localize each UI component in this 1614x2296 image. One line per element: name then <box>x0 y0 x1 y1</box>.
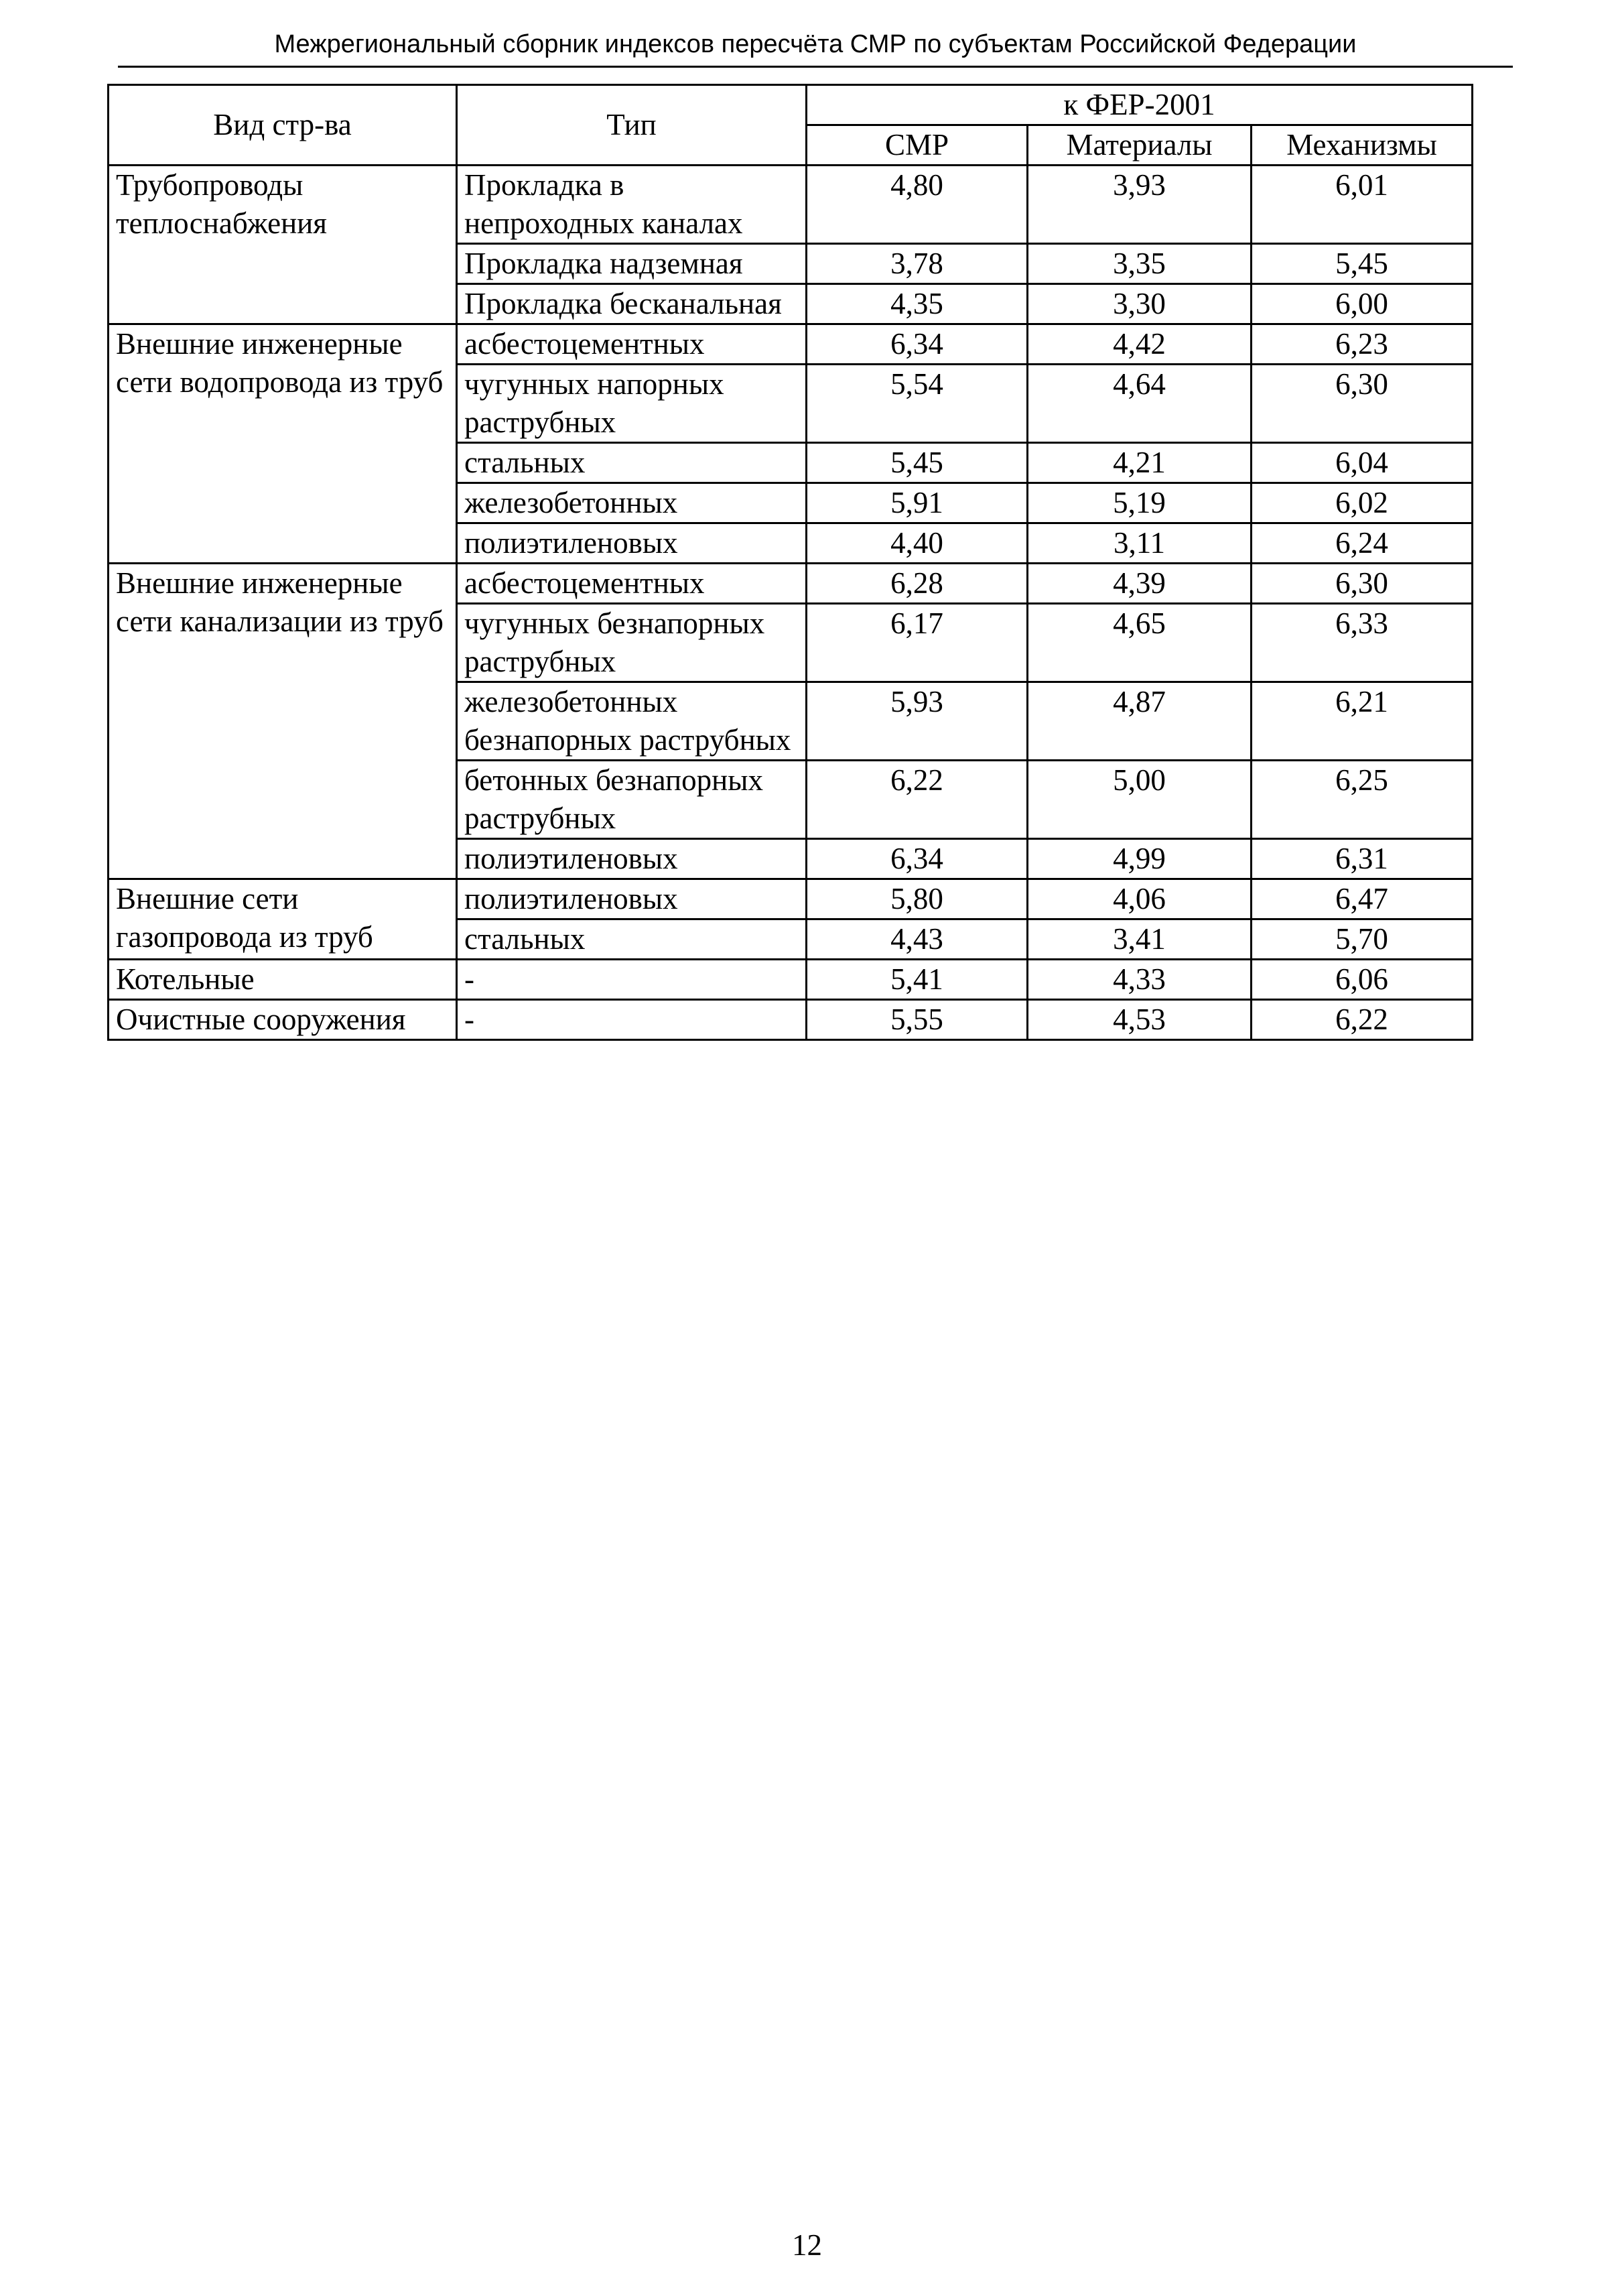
construction-kind-cell: Внешние инженерные сети водопровода из труб <box>109 324 457 564</box>
table-row <box>109 960 1473 1000</box>
smr-index-cell: 5,54 <box>807 365 1028 443</box>
table-head <box>109 85 1473 166</box>
machines-index-cell: 6,04 <box>1252 443 1473 483</box>
machines-index-cell: 6,25 <box>1252 761 1473 839</box>
construction-kind-cell: Трубопроводы теплоснабжения <box>109 166 457 324</box>
materials-index-cell: 3,41 <box>1028 919 1252 960</box>
pipe-type-cell: железобетонных безнапорных раструбных <box>457 682 807 761</box>
pipe-type-cell: - <box>457 960 807 1000</box>
materials-index-cell: 4,33 <box>1028 960 1252 1000</box>
table-row <box>109 324 1473 365</box>
table-row <box>109 879 1473 919</box>
column-header-smr: СМР <box>807 125 1028 166</box>
materials-index-cell: 4,53 <box>1028 1000 1252 1040</box>
smr-index-cell: 5,45 <box>807 443 1028 483</box>
smr-index-cell: 4,40 <box>807 523 1028 564</box>
pipe-type-cell: чугунных напорных раструбных <box>457 365 807 443</box>
header-rule <box>118 66 1513 68</box>
construction-kind-cell: Очистные сооружения <box>109 1000 457 1040</box>
machines-index-cell: 6,24 <box>1252 523 1473 564</box>
machines-index-cell: 6,02 <box>1252 483 1473 523</box>
materials-index-cell: 5,19 <box>1028 483 1252 523</box>
table-row <box>109 1000 1473 1040</box>
pipe-type-cell: стальных <box>457 443 807 483</box>
machines-index-cell: 6,30 <box>1252 564 1473 604</box>
smr-index-cell: 5,93 <box>807 682 1028 761</box>
machines-index-cell: 6,06 <box>1252 960 1473 1000</box>
smr-index-cell: 5,80 <box>807 879 1028 919</box>
table-row <box>109 166 1473 244</box>
materials-index-cell: 4,65 <box>1028 604 1252 682</box>
smr-index-cell: 3,78 <box>807 244 1028 284</box>
construction-kind-cell: Внешние инженерные сети канализации из труб <box>109 564 457 879</box>
smr-index-cell: 5,55 <box>807 1000 1028 1040</box>
index-table <box>107 84 1473 1041</box>
pipe-type-cell: Прокладка в непроходных каналах <box>457 166 807 244</box>
construction-kind-cell: Внешние сети газопровода из труб <box>109 879 457 960</box>
smr-index-cell: 6,22 <box>807 761 1028 839</box>
construction-kind-cell: Котельные <box>109 960 457 1000</box>
machines-index-cell: 6,21 <box>1252 682 1473 761</box>
pipe-type-cell: полиэтиленовых <box>457 839 807 879</box>
page-number: 12 <box>792 2228 822 2262</box>
pipe-type-cell: Прокладка надземная <box>457 244 807 284</box>
machines-index-cell: 6,30 <box>1252 365 1473 443</box>
pipe-type-cell: стальных <box>457 919 807 960</box>
pipe-type-cell: Прокладка бесканальная <box>457 284 807 324</box>
smr-index-cell: 5,91 <box>807 483 1028 523</box>
pipe-type-cell: полиэтиленовых <box>457 523 807 564</box>
machines-index-cell: 6,47 <box>1252 879 1473 919</box>
materials-index-cell: 4,42 <box>1028 324 1252 365</box>
running-header: Межрегиональный сборник индексов пересчёта СМР по субъектам Российской Федерации <box>274 30 1357 58</box>
column-group-header: к ФЕР-2001 <box>807 85 1473 125</box>
pipe-type-cell: полиэтиленовых <box>457 879 807 919</box>
pipe-type-cell: асбестоцементных <box>457 564 807 604</box>
materials-index-cell: 3,30 <box>1028 284 1252 324</box>
machines-index-cell: 6,01 <box>1252 166 1473 244</box>
materials-index-cell: 4,06 <box>1028 879 1252 919</box>
machines-index-cell: 6,31 <box>1252 839 1473 879</box>
smr-index-cell: 6,28 <box>807 564 1028 604</box>
smr-index-cell: 6,34 <box>807 839 1028 879</box>
table-row <box>109 564 1473 604</box>
machines-index-cell: 6,33 <box>1252 604 1473 682</box>
smr-index-cell: 4,80 <box>807 166 1028 244</box>
machines-index-cell: 6,22 <box>1252 1000 1473 1040</box>
column-header-machines: Механизмы <box>1252 125 1473 166</box>
pipe-type-cell: чугунных безнапорных раструбных <box>457 604 807 682</box>
smr-index-cell: 5,41 <box>807 960 1028 1000</box>
machines-index-cell: 6,00 <box>1252 284 1473 324</box>
machines-index-cell: 5,45 <box>1252 244 1473 284</box>
materials-index-cell: 4,39 <box>1028 564 1252 604</box>
materials-index-cell: 3,11 <box>1028 523 1252 564</box>
machines-index-cell: 6,23 <box>1252 324 1473 365</box>
column-header-type: Тип <box>457 85 807 166</box>
smr-index-cell: 6,17 <box>807 604 1028 682</box>
smr-index-cell: 4,35 <box>807 284 1028 324</box>
column-header-kind: Вид стр-ва <box>109 85 457 166</box>
materials-index-cell: 4,64 <box>1028 365 1252 443</box>
pipe-type-cell: асбестоцементных <box>457 324 807 365</box>
pipe-type-cell: - <box>457 1000 807 1040</box>
smr-index-cell: 6,34 <box>807 324 1028 365</box>
materials-index-cell: 4,87 <box>1028 682 1252 761</box>
materials-index-cell: 5,00 <box>1028 761 1252 839</box>
column-header-materials: Материалы <box>1028 125 1252 166</box>
smr-index-cell: 4,43 <box>807 919 1028 960</box>
materials-index-cell: 4,21 <box>1028 443 1252 483</box>
table-body <box>109 166 1473 1040</box>
machines-index-cell: 5,70 <box>1252 919 1473 960</box>
pipe-type-cell: бетонных безнапорных раструбных <box>457 761 807 839</box>
materials-index-cell: 3,93 <box>1028 166 1252 244</box>
materials-index-cell: 4,99 <box>1028 839 1252 879</box>
pipe-type-cell: железобетонных <box>457 483 807 523</box>
materials-index-cell: 3,35 <box>1028 244 1252 284</box>
